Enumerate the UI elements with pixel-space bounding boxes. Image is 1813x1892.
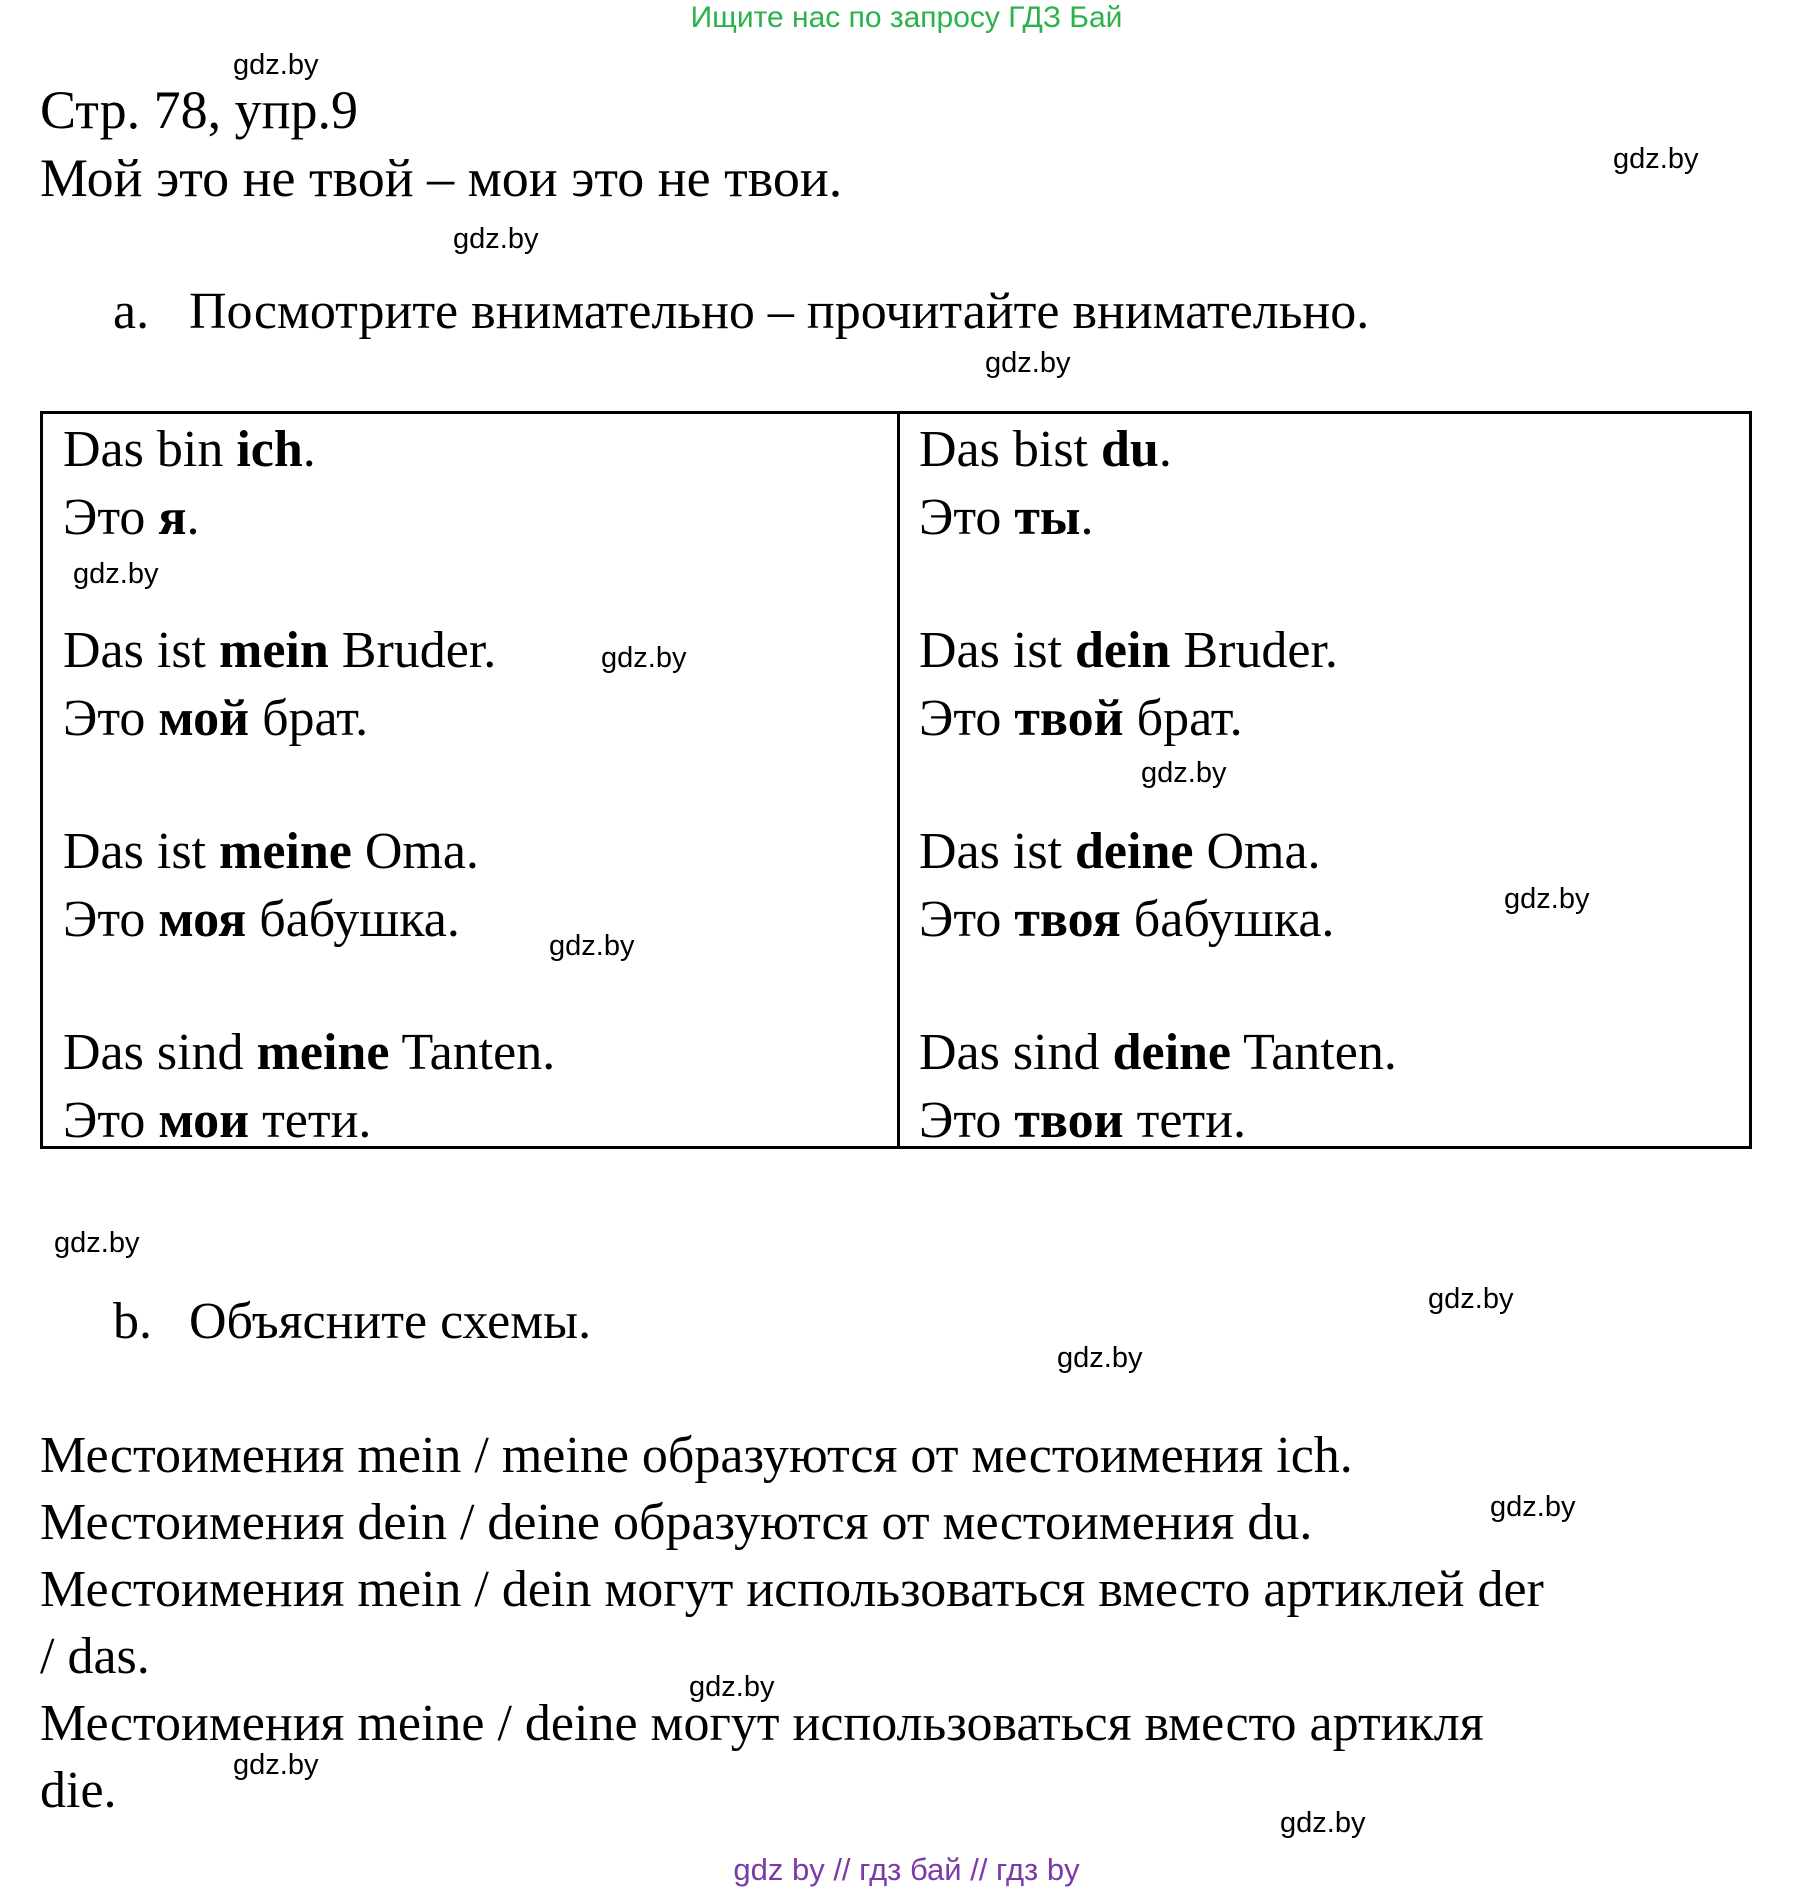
left-ru-3: Это моя бабушка. [63,891,460,948]
right-group-4 [919,1019,1397,1155]
task-a [113,280,1369,344]
left-group-4 [63,1019,555,1155]
left-de-3: Das ist meine Oma. [63,823,479,880]
watermark: gdz.by [549,930,635,962]
watermark: gdz.by [233,49,319,81]
explanation-line-6: die. [40,1762,117,1819]
explanation-line-4: / das. [40,1628,150,1685]
right-de-1: Das bist du. [919,421,1172,478]
watermark: gdz.by [54,1227,140,1259]
watermark: gdz.by [1141,757,1227,789]
watermark: gdz.by [689,1671,775,1703]
watermark: gdz.by [1280,1807,1366,1839]
left-ru-1: Это я. [63,489,200,546]
right-de-4: Das sind deine Tanten. [919,1024,1397,1081]
right-group-2 [919,617,1338,753]
watermark: gdz.by [1057,1342,1143,1374]
task-b-label: b. [113,1293,152,1350]
left-de-4: Das sind meine Tanten. [63,1024,556,1081]
watermark: gdz.by [453,223,539,255]
top-banner: Ищите нас по запросу ГДЗ Бай [690,1,1123,34]
left-group-3 [63,818,479,954]
right-group-3 [919,818,1334,954]
watermark: gdz.by [1428,1283,1514,1315]
bottom-banner: gdz by // гдз бай // гдз by [733,1852,1080,1887]
explanation-line-1: Местоимения mein / meine образуются от местоимения ich. [40,1427,1353,1484]
task-b-text: Объясните схемы. [189,1293,592,1350]
right-de-3: Das ist deine Oma. [919,823,1321,880]
left-group-1 [63,416,316,552]
task-a-text: Посмотрите внимательно – прочитайте внимательно. [189,283,1370,340]
right-ru-3: Это твоя бабушка. [919,891,1335,948]
left-group-2 [63,617,496,753]
right-ru-4: Это твои тети. [919,1092,1246,1149]
watermark: gdz.by [601,642,687,674]
watermark: gdz.by [1504,883,1590,915]
right-de-2: Das ist dein Bruder. [919,622,1338,679]
right-ru-2: Это твой брат. [919,690,1243,747]
explanation-line-5: Местоимения meine / deine могут использоваться вместо артикля [40,1695,1484,1752]
watermark: gdz.by [233,1749,319,1781]
left-ru-4: Это мои тети. [63,1092,372,1149]
watermark: gdz.by [985,347,1071,379]
explanation-line-2: Местоимения dein / deine образуются от местоимения du. [40,1494,1313,1551]
left-de-1: Das bin ich. [63,421,316,478]
pronoun-table [40,411,1752,1149]
page-reference: Стр. 78, упр.9 [40,80,358,140]
watermark: gdz.by [1490,1491,1576,1523]
right-group-1 [919,416,1172,552]
task-a-label: a. [113,283,150,340]
task-b [113,1290,591,1354]
table-divider [897,414,900,1146]
watermark: gdz.by [73,558,159,590]
explanation-line-3: Местоимения mein / dein могут использоваться вместо артиклей der [40,1561,1544,1618]
exercise-subtitle: Мой это не твой – мои это не твои. [40,148,843,208]
watermark: gdz.by [1613,143,1699,175]
left-de-2: Das ist mein Bruder. [63,622,497,679]
right-ru-1: Это ты. [919,489,1094,546]
left-ru-2: Это мой брат. [63,690,369,747]
